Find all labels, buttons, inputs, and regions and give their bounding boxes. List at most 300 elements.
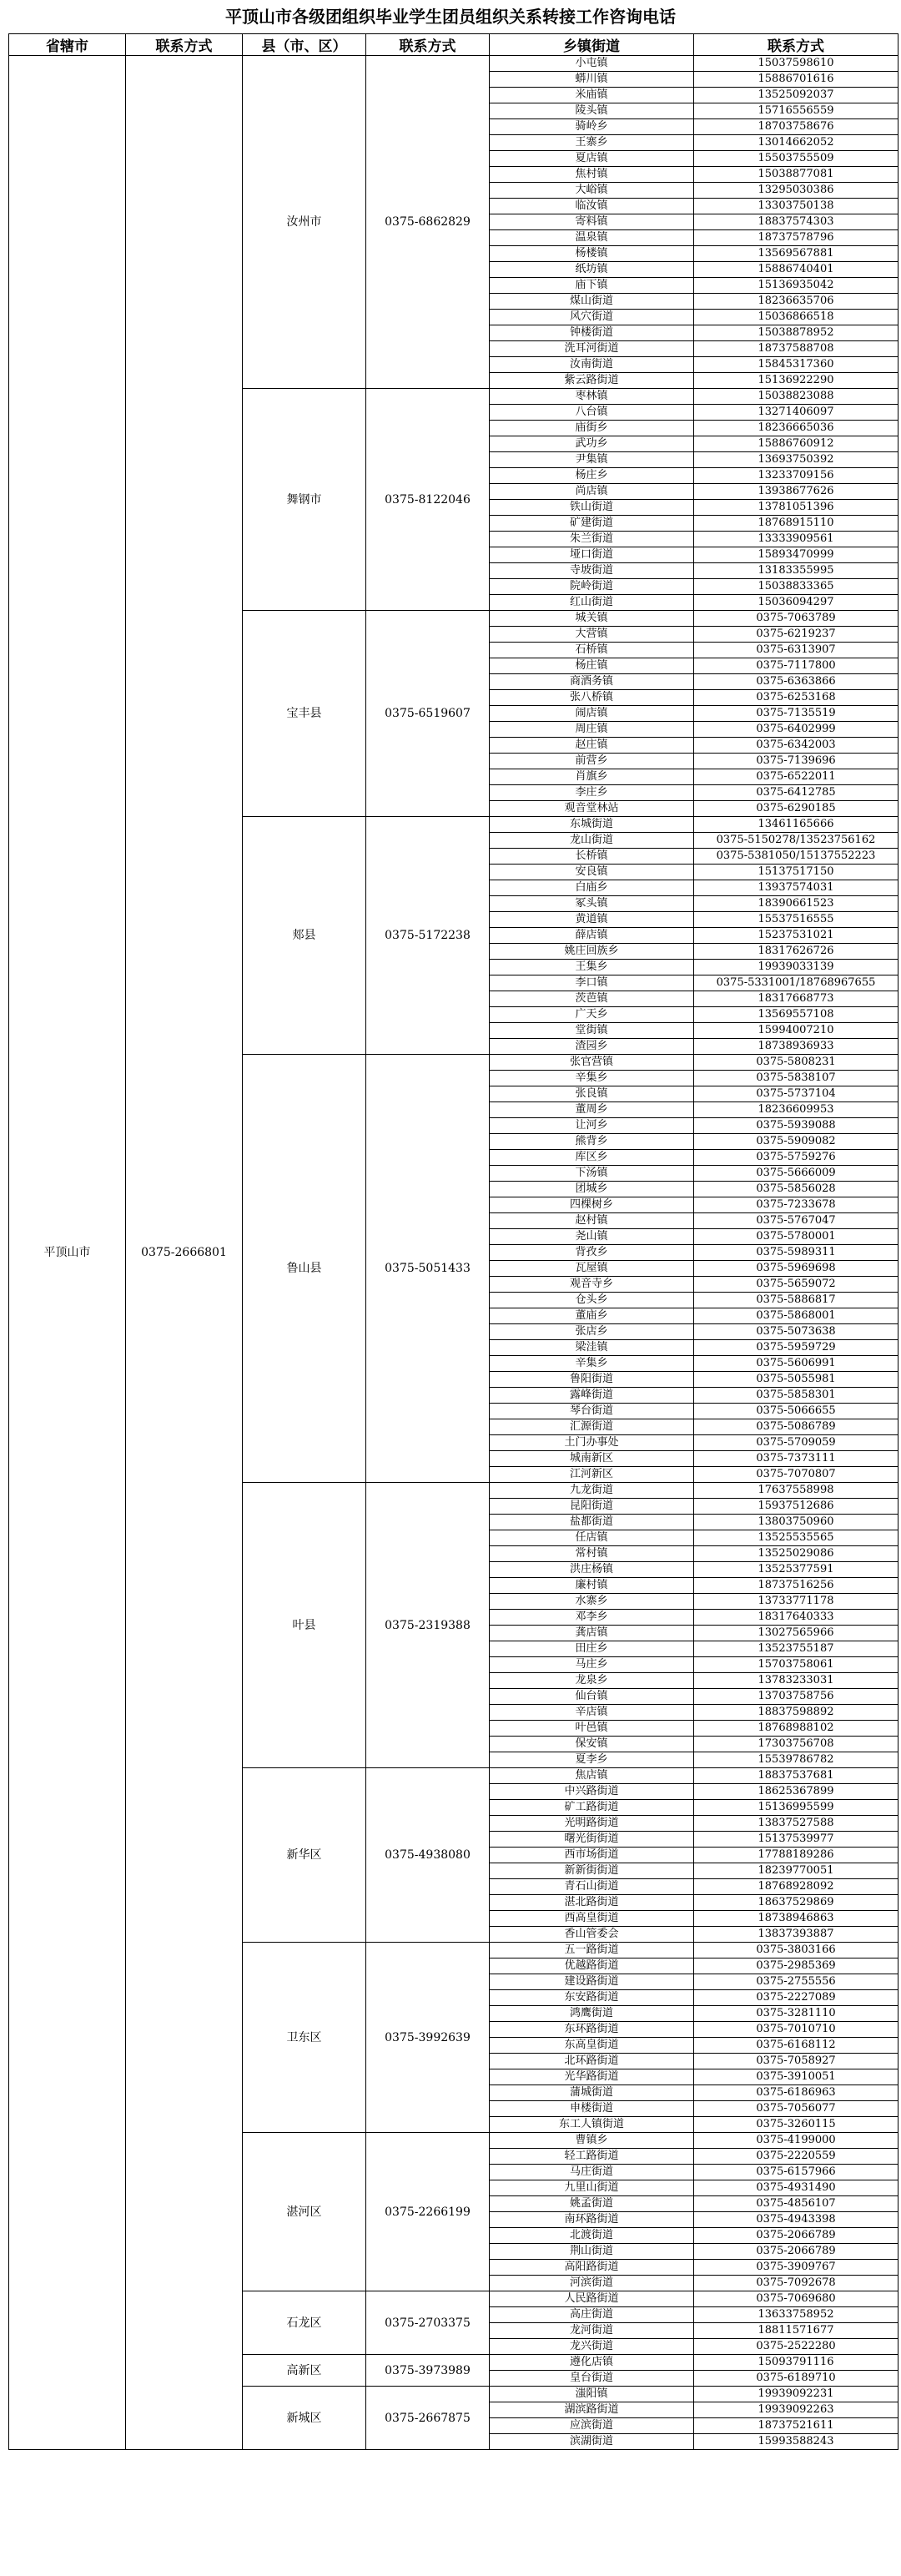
town-phone: 0375-5086789 — [694, 1419, 898, 1435]
city-name: 平顶山市 — [9, 56, 126, 2450]
town-name: 西高皇街道 — [490, 1911, 694, 1927]
town-name: 湛北路街道 — [490, 1895, 694, 1911]
town-name: 梁洼镇 — [490, 1340, 694, 1356]
town-phone: 0375-5858301 — [694, 1388, 898, 1404]
town-name: 保安镇 — [490, 1737, 694, 1752]
town-phone: 0375-5331001/18768967655 — [694, 975, 898, 991]
town-phone: 0375-2985369 — [694, 1958, 898, 1974]
town-phone: 0375-7092678 — [694, 2276, 898, 2291]
header-city-phone: 联系方式 — [126, 34, 243, 56]
town-phone: 13693750392 — [694, 452, 898, 468]
county-name: 郏县 — [243, 817, 366, 1055]
county-name: 叶县 — [243, 1483, 366, 1768]
town-name: 临汝镇 — [490, 199, 694, 214]
town-name: 张店乡 — [490, 1324, 694, 1340]
town-phone: 13303750138 — [694, 199, 898, 214]
town-name: 东高皇街道 — [490, 2038, 694, 2054]
town-phone: 0375-3910051 — [694, 2069, 898, 2085]
town-phone: 0375-7056077 — [694, 2101, 898, 2117]
town-name: 寄料镇 — [490, 214, 694, 230]
town-phone: 15886740401 — [694, 262, 898, 278]
town-phone: 13525377591 — [694, 1562, 898, 1578]
town-name: 瓦屋镇 — [490, 1261, 694, 1277]
county-name: 新城区 — [243, 2387, 366, 2450]
town-phone: 0375-7117800 — [694, 658, 898, 674]
town-phone: 0375-6342003 — [694, 738, 898, 754]
town-name: 常村镇 — [490, 1546, 694, 1562]
town-phone: 18737521611 — [694, 2418, 898, 2434]
town-name: 杨楼镇 — [490, 246, 694, 262]
town-name: 渣园乡 — [490, 1039, 694, 1055]
town-phone: 15539786782 — [694, 1752, 898, 1768]
town-phone: 18738946863 — [694, 1911, 898, 1927]
town-name: 纸坊镇 — [490, 262, 694, 278]
county-phone: 0375-5051433 — [366, 1055, 490, 1483]
town-name: 南环路街道 — [490, 2212, 694, 2228]
town-phone: 13014662052 — [694, 135, 898, 151]
town-name: 新新街街道 — [490, 1863, 694, 1879]
page-title: 平顶山市各级团组织毕业学生团员组织关系转接工作咨询电话 — [225, 7, 676, 27]
town-phone: 18737578796 — [694, 230, 898, 246]
town-phone: 19939092231 — [694, 2387, 898, 2402]
town-name: 李庄乡 — [490, 785, 694, 801]
town-name: 辛集乡 — [490, 1356, 694, 1372]
town-phone: 0375-2755556 — [694, 1974, 898, 1990]
town-name: 优越路街道 — [490, 1958, 694, 1974]
town-phone: 15038833365 — [694, 579, 898, 595]
town-name: 矿建街道 — [490, 516, 694, 532]
town-phone: 0375-7063789 — [694, 611, 898, 627]
town-name: 库区乡 — [490, 1150, 694, 1166]
town-name: 龙河街道 — [490, 2323, 694, 2339]
town-phone: 18768988102 — [694, 1721, 898, 1737]
town-name: 长桥镇 — [490, 849, 694, 865]
town-name: 人民路街道 — [490, 2291, 694, 2307]
town-name: 叶邑镇 — [490, 1721, 694, 1737]
contact-table — [8, 33, 898, 2450]
town-name: 九龙街道 — [490, 1483, 694, 1499]
town-phone: 18236665036 — [694, 421, 898, 436]
town-phone: 13271406097 — [694, 405, 898, 421]
header-town-phone: 联系方式 — [694, 34, 898, 56]
town-phone: 0375-5606991 — [694, 1356, 898, 1372]
town-phone: 0375-6189710 — [694, 2371, 898, 2387]
town-phone: 15886701616 — [694, 72, 898, 88]
county-phone: 0375-3973989 — [366, 2355, 490, 2387]
county-name: 汝州市 — [243, 56, 366, 389]
town-phone: 13569557108 — [694, 1007, 898, 1023]
town-name: 仙台镇 — [490, 1689, 694, 1705]
town-phone: 0375-6157966 — [694, 2165, 898, 2180]
town-name: 北渡街道 — [490, 2228, 694, 2244]
town-name: 闹店镇 — [490, 706, 694, 722]
town-name: 熊背乡 — [490, 1134, 694, 1150]
town-phone: 15703758061 — [694, 1657, 898, 1673]
town-name: 夏李乡 — [490, 1752, 694, 1768]
town-phone: 15136995599 — [694, 1800, 898, 1816]
town-name: 建设路街道 — [490, 1974, 694, 1990]
town-phone: 0375-4931490 — [694, 2180, 898, 2196]
town-phone: 19939092263 — [694, 2402, 898, 2418]
town-phone: 15136935042 — [694, 278, 898, 294]
town-name: 张八桥镇 — [490, 690, 694, 706]
county-phone: 0375-8122046 — [366, 389, 490, 611]
town-phone: 19939033139 — [694, 960, 898, 975]
town-name: 东安路街道 — [490, 1990, 694, 2006]
town-phone: 0375-6412785 — [694, 785, 898, 801]
town-phone: 0375-5381050/15137552223 — [694, 849, 898, 865]
town-name: 李口镇 — [490, 975, 694, 991]
town-name: 焦村镇 — [490, 167, 694, 183]
town-phone: 13803750960 — [694, 1515, 898, 1530]
town-name: 东工人镇街道 — [490, 2117, 694, 2133]
town-phone: 13938677626 — [694, 484, 898, 500]
town-phone: 18811571677 — [694, 2323, 898, 2339]
town-phone: 13295030386 — [694, 183, 898, 199]
town-name: 九里山街道 — [490, 2180, 694, 2196]
town-name: 曙光街街道 — [490, 1832, 694, 1848]
town-name: 昆阳街道 — [490, 1499, 694, 1515]
town-name: 张官营镇 — [490, 1055, 694, 1071]
town-phone: 0375-2066789 — [694, 2228, 898, 2244]
town-phone: 18317626726 — [694, 944, 898, 960]
town-name: 轻工路街道 — [490, 2149, 694, 2165]
town-phone: 0375-2227089 — [694, 1990, 898, 2006]
town-name: 鸿鹰街道 — [490, 2006, 694, 2022]
town-name: 香山管委会 — [490, 1927, 694, 1943]
town-phone: 15137517150 — [694, 865, 898, 880]
county-name: 高新区 — [243, 2355, 366, 2387]
town-phone: 0375-7010710 — [694, 2022, 898, 2038]
town-name: 陵头镇 — [490, 103, 694, 119]
town-phone: 0375-3260115 — [694, 2117, 898, 2133]
town-name: 青石山街道 — [490, 1879, 694, 1895]
town-name: 王集乡 — [490, 960, 694, 975]
town-name: 蟒川镇 — [490, 72, 694, 88]
town-name: 城关镇 — [490, 611, 694, 627]
town-name: 琴台街道 — [490, 1404, 694, 1419]
town-phone: 0375-5666009 — [694, 1166, 898, 1182]
town-name: 水寨乡 — [490, 1594, 694, 1610]
town-phone: 0375-7233678 — [694, 1197, 898, 1213]
town-name: 米庙镇 — [490, 88, 694, 103]
town-name: 盐都街道 — [490, 1515, 694, 1530]
town-name: 江河新区 — [490, 1467, 694, 1483]
town-name: 杨庄乡 — [490, 468, 694, 484]
town-phone: 13027565966 — [694, 1626, 898, 1641]
town-phone: 18837537681 — [694, 1768, 898, 1784]
town-phone: 18837574303 — [694, 214, 898, 230]
county-phone: 0375-6862829 — [366, 56, 490, 389]
town-name: 紫云路街道 — [490, 373, 694, 389]
town-phone: 0375-6253168 — [694, 690, 898, 706]
county-phone: 0375-6519607 — [366, 611, 490, 817]
town-phone: 13183355995 — [694, 563, 898, 579]
county-name: 石龙区 — [243, 2291, 366, 2355]
town-name: 枣林镇 — [490, 389, 694, 405]
city-phone: 0375-2666801 — [126, 56, 243, 2450]
county-name: 卫东区 — [243, 1943, 366, 2133]
county-phone: 0375-2703375 — [366, 2291, 490, 2355]
town-name: 大营镇 — [490, 627, 694, 643]
town-phone: 18236609953 — [694, 1102, 898, 1118]
town-phone: 15893470999 — [694, 547, 898, 563]
town-name: 寺坡街道 — [490, 563, 694, 579]
town-name: 皇台街道 — [490, 2371, 694, 2387]
town-phone: 0375-5709059 — [694, 1435, 898, 1451]
town-name: 小屯镇 — [490, 56, 694, 72]
town-phone: 0375-7373111 — [694, 1451, 898, 1467]
town-name: 龙山街道 — [490, 833, 694, 849]
town-name: 辛集乡 — [490, 1071, 694, 1086]
town-phone: 13569567881 — [694, 246, 898, 262]
town-phone: 15036866518 — [694, 310, 898, 325]
town-name: 尚店镇 — [490, 484, 694, 500]
county-name: 湛河区 — [243, 2133, 366, 2291]
town-phone: 0375-6186963 — [694, 2085, 898, 2101]
town-name: 观音堂林站 — [490, 801, 694, 817]
town-phone: 0375-5055981 — [694, 1372, 898, 1388]
town-phone: 0375-4199000 — [694, 2133, 898, 2149]
town-phone: 0375-5150278/13523756162 — [694, 833, 898, 849]
town-name: 肖旗乡 — [490, 769, 694, 785]
town-phone: 18236635706 — [694, 294, 898, 310]
town-name: 鲁阳街道 — [490, 1372, 694, 1388]
town-phone: 15503755509 — [694, 151, 898, 167]
table-row — [9, 56, 898, 72]
town-name: 庙下镇 — [490, 278, 694, 294]
town-name: 土门办事处 — [490, 1435, 694, 1451]
town-name: 北环路街道 — [490, 2054, 694, 2069]
town-phone: 0375-5838107 — [694, 1071, 898, 1086]
town-phone: 18390661523 — [694, 896, 898, 912]
town-phone: 13525535565 — [694, 1530, 898, 1546]
town-phone: 18239770051 — [694, 1863, 898, 1879]
town-phone: 0375-7135519 — [694, 706, 898, 722]
header-county: 县（市、区） — [243, 34, 366, 56]
town-phone: 0375-2066789 — [694, 2244, 898, 2260]
town-phone: 15093791116 — [694, 2355, 898, 2371]
town-name: 四棵树乡 — [490, 1197, 694, 1213]
town-name: 尧山镇 — [490, 1229, 694, 1245]
town-name: 尹集镇 — [490, 452, 694, 468]
town-phone: 0375-5808231 — [694, 1055, 898, 1071]
town-phone: 0375-7069680 — [694, 2291, 898, 2307]
county-phone: 0375-3992639 — [366, 1943, 490, 2133]
town-name: 红山街道 — [490, 595, 694, 611]
town-phone: 0375-2522280 — [694, 2339, 898, 2355]
town-phone: 15137539977 — [694, 1832, 898, 1848]
town-name: 辛店镇 — [490, 1705, 694, 1721]
town-name: 赵村镇 — [490, 1213, 694, 1229]
town-phone: 13233709156 — [694, 468, 898, 484]
town-name: 城南新区 — [490, 1451, 694, 1467]
town-name: 滍阳镇 — [490, 2387, 694, 2402]
town-phone: 0375-5868001 — [694, 1308, 898, 1324]
town-name: 高阳路街道 — [490, 2260, 694, 2276]
town-name: 西市场街道 — [490, 1848, 694, 1863]
town-name: 垭口街道 — [490, 547, 694, 563]
town-phone: 0375-6363866 — [694, 674, 898, 690]
town-name: 大峪镇 — [490, 183, 694, 199]
town-phone: 0375-5780001 — [694, 1229, 898, 1245]
town-name: 申楼街道 — [490, 2101, 694, 2117]
town-phone: 15038823088 — [694, 389, 898, 405]
town-name: 龙泉乡 — [490, 1673, 694, 1689]
town-name: 龚店镇 — [490, 1626, 694, 1641]
town-phone: 0375-5969698 — [694, 1261, 898, 1277]
town-phone: 17637558998 — [694, 1483, 898, 1499]
town-phone: 0375-3909767 — [694, 2260, 898, 2276]
town-name: 董周乡 — [490, 1102, 694, 1118]
county-name: 鲁山县 — [243, 1055, 366, 1483]
town-name: 王寨乡 — [490, 135, 694, 151]
town-phone: 15993588243 — [694, 2434, 898, 2450]
town-name: 夏店镇 — [490, 151, 694, 167]
town-name: 商酒务镇 — [490, 674, 694, 690]
town-phone: 18768928092 — [694, 1879, 898, 1895]
town-name: 堂街镇 — [490, 1023, 694, 1039]
county-phone: 0375-4938080 — [366, 1768, 490, 1943]
town-name: 赵庄镇 — [490, 738, 694, 754]
town-name: 中兴路街道 — [490, 1784, 694, 1800]
county-name: 新华区 — [243, 1768, 366, 1943]
town-name: 钟楼街道 — [490, 325, 694, 341]
town-phone: 18738936933 — [694, 1039, 898, 1055]
town-phone: 0375-6219237 — [694, 627, 898, 643]
county-phone: 0375-2667875 — [366, 2387, 490, 2450]
town-phone: 0375-6290185 — [694, 801, 898, 817]
town-name: 张良镇 — [490, 1086, 694, 1102]
county-phone: 0375-2319388 — [366, 1483, 490, 1768]
town-name: 八台镇 — [490, 405, 694, 421]
town-phone: 0375-5856028 — [694, 1182, 898, 1197]
town-phone: 0375-5959729 — [694, 1340, 898, 1356]
town-name: 田庄乡 — [490, 1641, 694, 1657]
town-phone: 17303756708 — [694, 1737, 898, 1752]
town-name: 武功乡 — [490, 436, 694, 452]
town-phone: 0375-6313907 — [694, 643, 898, 658]
town-phone: 15937512686 — [694, 1499, 898, 1515]
town-name: 院岭街道 — [490, 579, 694, 595]
town-phone: 18317640333 — [694, 1610, 898, 1626]
town-name: 周庄镇 — [490, 722, 694, 738]
header-row — [9, 34, 898, 56]
header-county-phone: 联系方式 — [366, 34, 490, 56]
town-phone: 0375-6402999 — [694, 722, 898, 738]
town-phone: 18625367899 — [694, 1784, 898, 1800]
town-phone: 15036094297 — [694, 595, 898, 611]
town-phone: 13461165666 — [694, 817, 898, 833]
town-name: 背孜乡 — [490, 1245, 694, 1261]
town-name: 任店镇 — [490, 1530, 694, 1546]
town-phone: 0375-3803166 — [694, 1943, 898, 1958]
town-phone: 13781051396 — [694, 500, 898, 516]
town-phone: 15037598610 — [694, 56, 898, 72]
town-name: 焦店镇 — [490, 1768, 694, 1784]
town-phone: 18317668773 — [694, 991, 898, 1007]
town-name: 骑岭乡 — [490, 119, 694, 135]
county-phone: 0375-5172238 — [366, 817, 490, 1055]
town-phone: 13333909561 — [694, 532, 898, 547]
town-phone: 15845317360 — [694, 357, 898, 373]
town-phone: 0375-5886817 — [694, 1293, 898, 1308]
town-name: 姚孟街道 — [490, 2196, 694, 2212]
town-name: 东城街道 — [490, 817, 694, 833]
town-name: 冢头镇 — [490, 896, 694, 912]
town-name: 观音寺乡 — [490, 1277, 694, 1293]
town-name: 让河乡 — [490, 1118, 694, 1134]
town-phone: 0375-5073638 — [694, 1324, 898, 1340]
header-town: 乡镇街道 — [490, 34, 694, 56]
town-phone: 0375-3281110 — [694, 2006, 898, 2022]
town-name: 荆山街道 — [490, 2244, 694, 2260]
town-phone: 18737516256 — [694, 1578, 898, 1594]
town-name: 河滨街道 — [490, 2276, 694, 2291]
town-name: 湖滨路街道 — [490, 2402, 694, 2418]
town-phone: 0375-5737104 — [694, 1086, 898, 1102]
town-name: 蒲城街道 — [490, 2085, 694, 2101]
town-name: 团城乡 — [490, 1182, 694, 1197]
town-phone: 13633758952 — [694, 2307, 898, 2323]
header-city: 省辖市 — [9, 34, 126, 56]
town-name: 五一路街道 — [490, 1943, 694, 1958]
town-name: 洗耳河街道 — [490, 341, 694, 357]
town-name: 石桥镇 — [490, 643, 694, 658]
town-phone: 0375-5659072 — [694, 1277, 898, 1293]
town-name: 汝南街道 — [490, 357, 694, 373]
town-phone: 0375-7070807 — [694, 1467, 898, 1483]
town-phone: 0375-5759276 — [694, 1150, 898, 1166]
town-name: 光明路街道 — [490, 1816, 694, 1832]
town-name: 茨芭镇 — [490, 991, 694, 1007]
town-phone: 13525092037 — [694, 88, 898, 103]
town-phone: 13703758756 — [694, 1689, 898, 1705]
town-phone: 13837527588 — [694, 1816, 898, 1832]
town-name: 薛店镇 — [490, 928, 694, 944]
town-phone: 13937574031 — [694, 880, 898, 896]
town-phone: 0375-5767047 — [694, 1213, 898, 1229]
town-name: 煤山街道 — [490, 294, 694, 310]
town-name: 朱兰街道 — [490, 532, 694, 547]
county-phone: 0375-2266199 — [366, 2133, 490, 2291]
town-phone: 15886760912 — [694, 436, 898, 452]
town-name: 马庄乡 — [490, 1657, 694, 1673]
town-name: 广天乡 — [490, 1007, 694, 1023]
town-name: 廉村镇 — [490, 1578, 694, 1594]
town-phone: 13525029086 — [694, 1546, 898, 1562]
town-phone: 0375-5939088 — [694, 1118, 898, 1134]
town-phone: 18737588708 — [694, 341, 898, 357]
town-phone: 18637529869 — [694, 1895, 898, 1911]
town-name: 曹镇乡 — [490, 2133, 694, 2149]
town-phone: 0375-6168112 — [694, 2038, 898, 2054]
town-phone: 0375-4943398 — [694, 2212, 898, 2228]
town-name: 下汤镇 — [490, 1166, 694, 1182]
town-name: 杨庄镇 — [490, 658, 694, 674]
town-name: 东环路街道 — [490, 2022, 694, 2038]
town-phone: 0375-4856107 — [694, 2196, 898, 2212]
town-name: 黄道镇 — [490, 912, 694, 928]
town-phone: 0375-5909082 — [694, 1134, 898, 1150]
county-name: 舞钢市 — [243, 389, 366, 611]
town-name: 汇源街道 — [490, 1419, 694, 1435]
town-phone: 13837393887 — [694, 1927, 898, 1943]
town-phone: 13523755187 — [694, 1641, 898, 1657]
town-name: 光华路街道 — [490, 2069, 694, 2085]
town-phone: 0375-6522011 — [694, 769, 898, 785]
town-name: 风穴街道 — [490, 310, 694, 325]
